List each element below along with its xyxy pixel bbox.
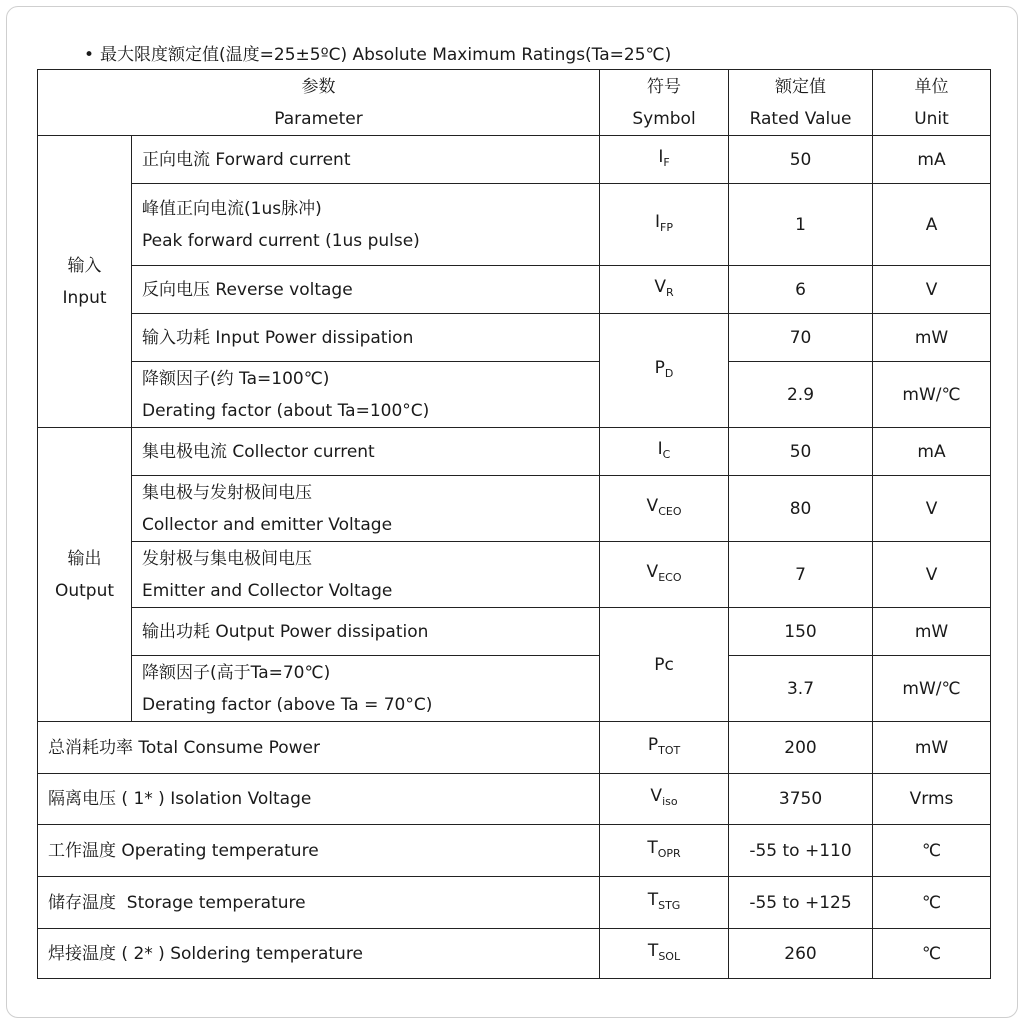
param-cell: 峰值正向电流(1us脉冲) Peak forward current (1us pulse)	[132, 184, 600, 266]
value-cell: 3750	[729, 774, 873, 825]
table-row	[38, 608, 991, 656]
section-heading	[84, 40, 671, 65]
param-cell: 输出功耗 Output Power dissipation	[132, 608, 600, 656]
symbol-cell: $V_{iso}$	[600, 774, 729, 825]
unit-cell: A	[873, 184, 991, 266]
value-cell: 3.7	[729, 656, 873, 722]
symbol-cell: $I_F$	[600, 136, 729, 184]
symbol-cell: $P_{TOT}$	[600, 722, 729, 774]
bullet: •	[84, 45, 95, 65]
param-cell: 集电极电流 Collector current	[132, 428, 600, 476]
value-cell: 6	[729, 266, 873, 314]
value-cell: 1	[729, 184, 873, 266]
param-cell: 降额因子(高于Ta=70℃) Derating factor (above Ta = 70°C)	[132, 656, 600, 722]
symbol-cell: $T_{OPR}$	[600, 825, 729, 877]
symbol-cell: $I_C$	[600, 428, 729, 476]
table-row	[38, 184, 991, 266]
header-unit: 单位 Unit	[873, 70, 991, 136]
header-rated-value: 额定值 Rated Value	[729, 70, 873, 136]
table-row	[38, 362, 991, 428]
value-cell: -55 to +110	[729, 825, 873, 877]
value-cell: 50	[729, 136, 873, 184]
table-row	[38, 877, 991, 929]
table-row	[38, 136, 991, 184]
group-input: 输入 Input	[38, 136, 132, 428]
symbol-cell: $P_D$	[600, 314, 729, 428]
symbol-cell: $V_{CEO}$	[600, 476, 729, 542]
value-cell: 50	[729, 428, 873, 476]
table-row	[38, 825, 991, 877]
param-cell: 储存温度 Storage temperature	[38, 877, 600, 929]
unit-cell: mW	[873, 314, 991, 362]
param-cell: 发射极与集电极间电压 Emitter and Collector Voltage	[132, 542, 600, 608]
param-cell: 焊接温度 ( 2* ) Soldering temperature	[38, 929, 600, 979]
table-row	[38, 266, 991, 314]
unit-cell: mW	[873, 608, 991, 656]
symbol-cell: $V_R$	[600, 266, 729, 314]
unit-cell: V	[873, 542, 991, 608]
unit-cell: mW/℃	[873, 656, 991, 722]
param-cell: 隔离电压 ( 1* ) Isolation Voltage	[38, 774, 600, 825]
table-row	[38, 314, 991, 362]
unit-cell: mW	[873, 722, 991, 774]
value-cell: 2.9	[729, 362, 873, 428]
value-cell: -55 to +125	[729, 877, 873, 929]
table-row	[38, 929, 991, 979]
param-cell: 总消耗功率 Total Consume Power	[38, 722, 600, 774]
value-cell: 200	[729, 722, 873, 774]
table-row	[38, 476, 991, 542]
header-symbol: 符号 Symbol	[600, 70, 729, 136]
param-cell: 降额因子(约 Ta=100℃) Derating factor (about Ta=100°C)	[132, 362, 600, 428]
param-cell: 正向电流 Forward current	[132, 136, 600, 184]
table-row	[38, 774, 991, 825]
param-cell: 工作温度 Operating temperature	[38, 825, 600, 877]
table-row	[38, 428, 991, 476]
unit-cell: ℃	[873, 877, 991, 929]
unit-cell: Vrms	[873, 774, 991, 825]
value-cell: 70	[729, 314, 873, 362]
table-row	[38, 722, 991, 774]
header-parameter: 参数 Parameter	[38, 70, 600, 136]
param-cell: 集电极与发射极间电压 Collector and emitter Voltage	[132, 476, 600, 542]
ratings-table	[37, 69, 991, 979]
unit-cell: mA	[873, 428, 991, 476]
symbol-cell: $T_{STG}$	[600, 877, 729, 929]
heading-text: 最大限度额定值(温度=25±5ºC) Absolute Maximum Ratings(Ta=25℃)	[100, 45, 672, 65]
table-row	[38, 542, 991, 608]
unit-cell: ℃	[873, 929, 991, 979]
unit-cell: mW/℃	[873, 362, 991, 428]
unit-cell: mA	[873, 136, 991, 184]
unit-cell: V	[873, 266, 991, 314]
unit-cell: ℃	[873, 825, 991, 877]
symbol-cell: $T_{SOL}$	[600, 929, 729, 979]
value-cell: 260	[729, 929, 873, 979]
table-row	[38, 656, 991, 722]
symbol-cell: $I_{FP}$	[600, 184, 729, 266]
value-cell: 7	[729, 542, 873, 608]
symbol-cell: Pc	[600, 608, 729, 722]
header-row	[38, 70, 991, 136]
group-output: 输出 Output	[38, 428, 132, 722]
value-cell: 80	[729, 476, 873, 542]
param-cell: 输入功耗 Input Power dissipation	[132, 314, 600, 362]
value-cell: 150	[729, 608, 873, 656]
param-cell: 反向电压 Reverse voltage	[132, 266, 600, 314]
unit-cell: V	[873, 476, 991, 542]
symbol-cell: $V_{ECO}$	[600, 542, 729, 608]
